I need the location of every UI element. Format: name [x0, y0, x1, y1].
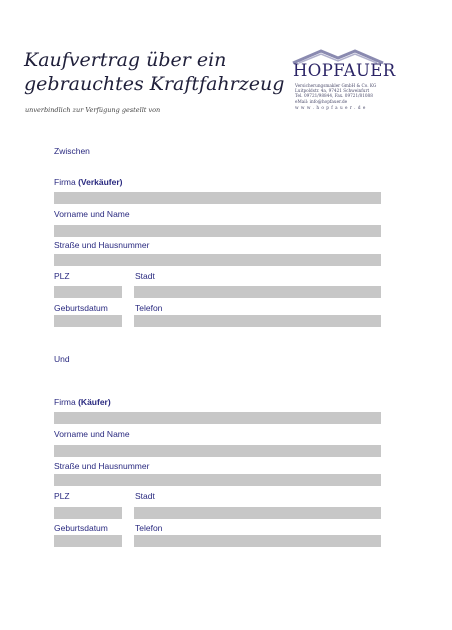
seller-phone-field[interactable]: [134, 315, 381, 327]
seller-firma-field[interactable]: [54, 192, 381, 204]
buyer-phone-field[interactable]: [134, 535, 381, 547]
seller-firma-label: [54, 177, 123, 187]
logo-phone: Tel. 09721/98844, Fax. 09721/81088: [295, 93, 373, 98]
subtitle: unverbindlich zur Verfügung gestellt von: [25, 106, 161, 114]
buyer-birth-label: Geburtsdatum: [54, 523, 108, 533]
buyer-name-label: Vorname und Name: [54, 429, 130, 439]
title-line-1: Kaufvertrag über ein: [24, 49, 227, 71]
company-logo: [291, 48, 396, 118]
buyer-street-field[interactable]: [54, 474, 381, 486]
buyer-firma-label: [54, 397, 111, 407]
buyer-phone-label: Telefon: [135, 523, 163, 533]
buyer-city-field[interactable]: [134, 507, 381, 519]
logo-email: eMail: info@hopfauer.de: [295, 99, 348, 104]
buyer-name-field[interactable]: [54, 445, 381, 457]
buyer-plz-label: PLZ: [54, 491, 70, 501]
seller-city-field[interactable]: [134, 286, 381, 298]
zwischen-label: Zwischen: [54, 146, 90, 156]
seller-city-label: Stadt: [135, 271, 155, 281]
buyer-city-label: Stadt: [135, 491, 155, 501]
seller-street-label: Straße und Hausnummer: [54, 240, 150, 250]
logo-name: HOPFAUER: [293, 61, 396, 80]
document-title: [24, 48, 284, 96]
seller-phone-label: Telefon: [135, 303, 163, 313]
buyer-firma-field[interactable]: [54, 412, 381, 424]
seller-name-label: Vorname und Name: [54, 209, 130, 219]
buyer-role: (Käufer): [78, 397, 111, 407]
seller-plz-field[interactable]: [54, 286, 122, 298]
firma-prefix: Firma: [54, 397, 79, 407]
seller-plz-label: PLZ: [54, 271, 70, 281]
seller-name-field[interactable]: [54, 225, 381, 237]
seller-street-field[interactable]: [54, 254, 381, 266]
buyer-birth-field[interactable]: [54, 535, 122, 547]
title-line-2: gebrauchtes Kraftfahrzeug: [24, 73, 285, 95]
seller-birth-label: Geburtsdatum: [54, 303, 108, 313]
logo-website: w w w . h o p f a u e r . d e: [295, 105, 366, 110]
seller-birth-field[interactable]: [54, 315, 122, 327]
logo-address: Luitpoldstr. 4a, 97421 Schweinfurt: [295, 88, 370, 93]
firma-prefix: Firma: [54, 177, 79, 187]
buyer-plz-field[interactable]: [54, 507, 122, 519]
seller-role: (Verkäufer): [78, 177, 123, 187]
buyer-street-label: Straße und Hausnummer: [54, 461, 150, 471]
logo-company: Versicherungsmakler GmbH & Co. KG: [295, 83, 377, 88]
und-label: Und: [54, 354, 70, 364]
